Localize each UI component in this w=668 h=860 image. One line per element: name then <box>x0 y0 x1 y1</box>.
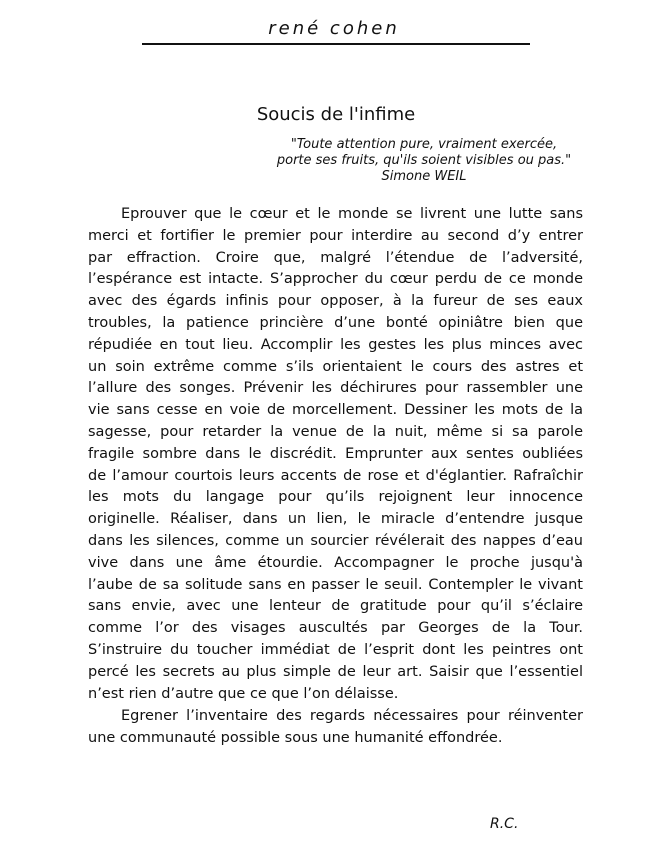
text-line: fragile sombre dans le discrédit. Emprunter aux sentes oubliées <box>88 445 583 462</box>
paragraph-2 <box>88 706 583 750</box>
text-line: vie sans cesse en voie de morcellement. Dessiner les mots de la <box>88 402 583 419</box>
epigraph-line: "Toute attention pure, vraiment exercée, <box>290 137 558 152</box>
text-line: percé les secrets au plus simple de leur art. Saisir que l’essentiel <box>88 663 583 680</box>
article-body <box>88 204 583 749</box>
text-line: vive dans une âme étourdie. Accompagner le proche jusqu'à <box>88 554 583 571</box>
text-line: un soin extrême comme s’ils orientaient le cours des astres et <box>88 358 583 375</box>
text-line: avec des égards infinis pour opposer, à la fureur de ses eaux <box>88 293 583 310</box>
text-line: l’espérance est intacte. S’approcher du cœur perdu de ce monde <box>88 271 583 288</box>
epigraph-author: Simone WEIL <box>381 169 467 184</box>
text-line: répudiée en tout lieu. Accomplir les gestes les plus minces avec <box>88 336 583 353</box>
text-line: l’aube de sa solitude sans en passer le seuil. Contempler le vivant <box>88 576 583 593</box>
text-line: Egrener l’inventaire des regards nécessaires pour réinventer <box>121 707 583 724</box>
text-line: S’instruire du toucher immédiat de l’esprit dont les peintres ont <box>88 641 583 658</box>
text-line: Eprouver que le cœur et le monde se livrent une lutte sans <box>121 206 583 222</box>
text-line: les mots du langage pour qu’ils rejoignent leur innocence <box>88 489 583 506</box>
text-line: n’est rien d’autre que ce que l’on délaisse. <box>88 685 399 702</box>
text-line: par effraction. Croire que, malgré l’étendue de l’adversité, <box>88 249 583 266</box>
epigraph-line: porte ses fruits, qu'ils soient visibles ou pas." <box>276 153 572 168</box>
text-line: troubles, la patience princière d’une bonté opiniâtre bien que <box>88 314 583 331</box>
text-line: comme l’or des visages auscultés par Georges de la Tour. <box>88 620 583 637</box>
text-line: l’allure des songes. Prévenir les déchirures pour rassembler une <box>88 380 583 397</box>
text-line: sagesse, pour retarder la venue de la nuit, même si sa parole <box>88 423 583 440</box>
signature: R.C. <box>490 816 519 832</box>
text-line: de l’amour courtois leurs accents de rose et d'églantier. Rafraîchir <box>88 467 583 484</box>
text-line: sans envie, avec une lenteur de gratitude pour qu’il s’éclaire <box>88 598 583 615</box>
text-line: dans les silences, comme un sourcier révélerait des nappes d’eau <box>88 532 583 549</box>
running-header-author: rené cohen <box>268 18 400 39</box>
text-line: merci et fortifier le premier pour interdire au second d’y entrer <box>88 227 583 244</box>
epigraph <box>248 137 600 185</box>
header-rule <box>142 43 530 45</box>
paragraph-1 <box>88 204 583 705</box>
text-line: une communauté possible sous une humanité effondrée. <box>88 729 503 746</box>
page-title: Soucis de l'infime <box>256 104 416 125</box>
text-line: originelle. Réaliser, dans un lien, le miracle d’entendre jusque <box>88 511 583 528</box>
